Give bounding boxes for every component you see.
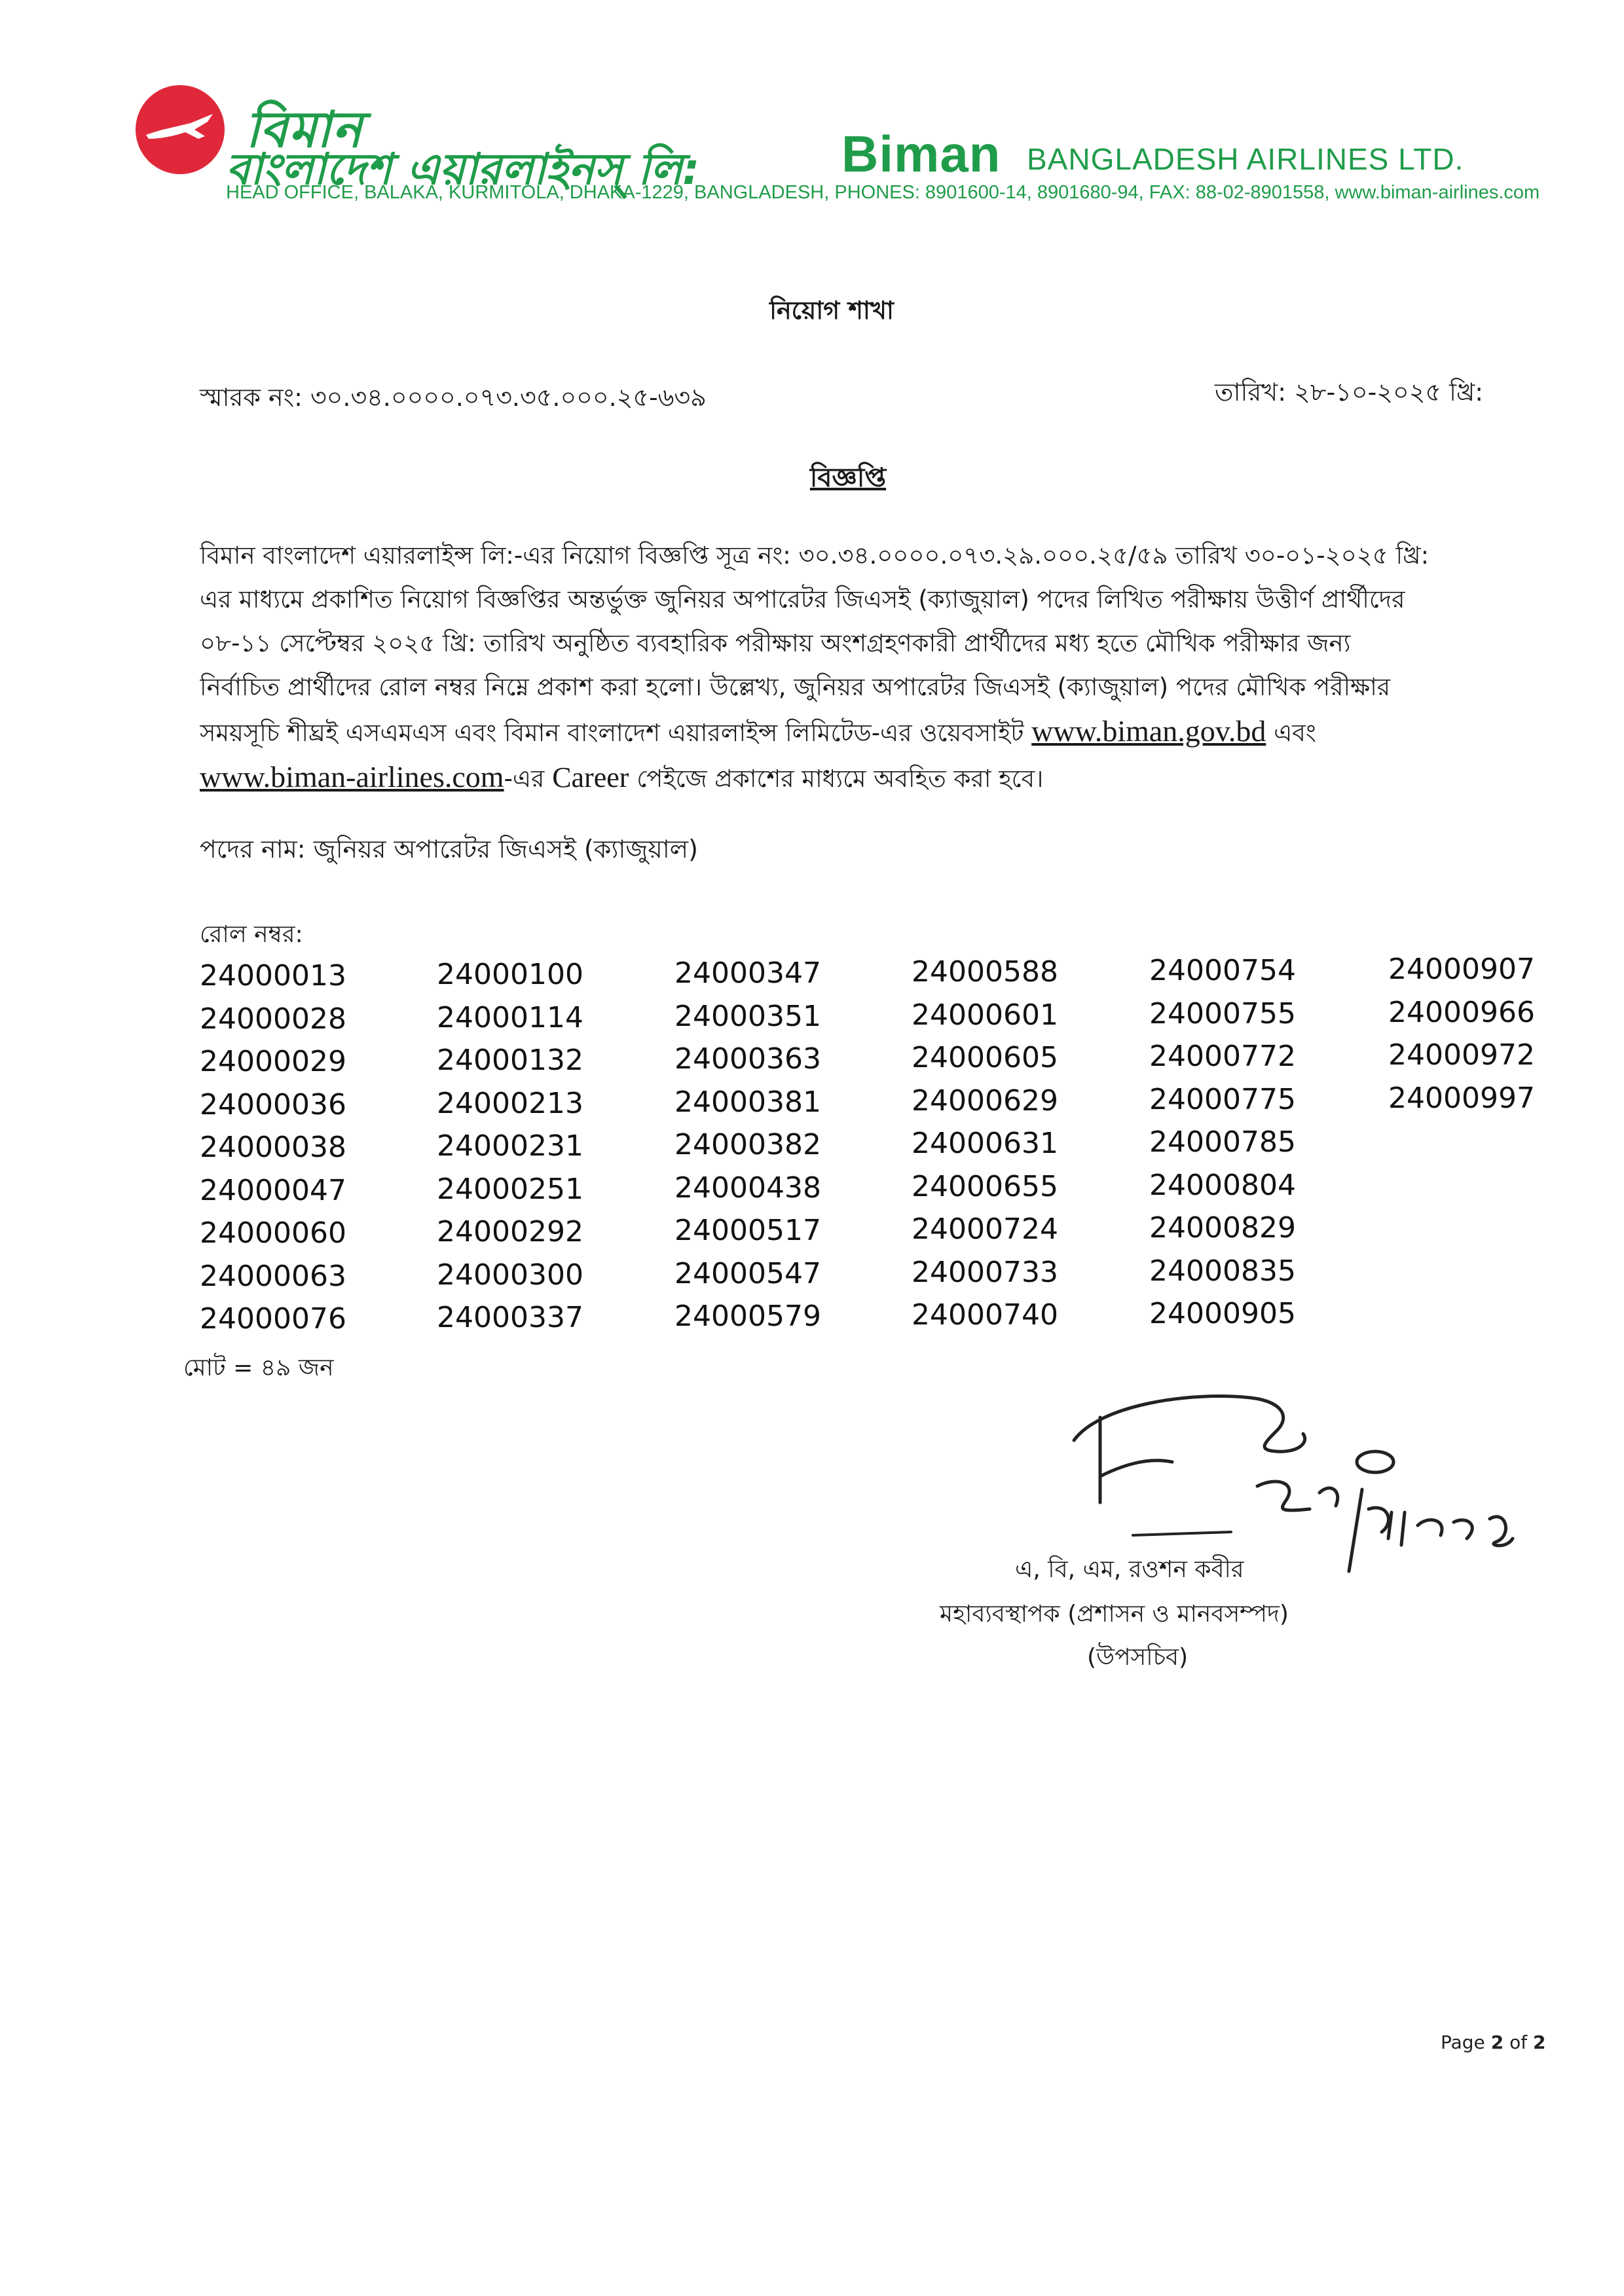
- roll-number: 24000835: [1149, 1254, 1296, 1288]
- roll-number: 24000829: [1149, 1211, 1296, 1245]
- roll-number: 24000629: [912, 1084, 1058, 1118]
- roll-number: 24000029: [200, 1045, 346, 1078]
- signatory-name: এ, বি, এম, রওশন কবীর: [1015, 1556, 1244, 1583]
- roll-number: 24000655: [912, 1169, 1058, 1203]
- roll-number: 24000100: [437, 958, 583, 991]
- roll-number: 24000733: [912, 1255, 1058, 1289]
- brand-name-english-sub: BANGLADESH AIRLINES LTD.: [1027, 142, 1464, 176]
- roll-column-6: [1388, 948, 1535, 1120]
- page-current: 2: [1490, 2032, 1504, 2053]
- brand-name-bengali-line2: বাংলাদেশ এয়ারলাইনস্ লি:: [226, 144, 700, 194]
- roll-number: 24000997: [1388, 1081, 1535, 1115]
- roll-number: 24000132: [437, 1044, 583, 1077]
- roll-number: 24000740: [912, 1298, 1058, 1332]
- body-line-4: নির্বাচিত প্রার্থীদের রোল নম্বর নিম্নে প্রকাশ করা হলো। উল্লেখ্য, জুনিয়র অপারেটর জিএসই (ক্যাজুয়াল) পদের মৌখিক পরীক্ষার: [200, 673, 1391, 701]
- roll-column-3: [674, 952, 821, 1338]
- notice-title: বিজ্ঞপ্তি: [809, 463, 887, 493]
- roll-number: 24000755: [1149, 996, 1296, 1030]
- head-office-address: HEAD OFFICE, BALAKA, KURMITOLA, DHAKA-1229, BANGLADESH, PHONES: 8901600-14, 8901680-94, FAX: 88-02-8901558, www.biman-airlines.com: [226, 182, 1540, 203]
- page-total: 2: [1533, 2032, 1546, 2053]
- roll-number: 24000588: [912, 955, 1058, 989]
- roll-column-5: [1149, 949, 1296, 1336]
- body-line-5-end: এবং: [1266, 719, 1316, 747]
- roll-number: 24000754: [1149, 954, 1296, 987]
- total-count: মোট = ৪৯ জন: [183, 1355, 334, 1381]
- biman-airlines-link[interactable]: www.biman-airlines.com: [200, 760, 504, 793]
- brand-name-english: Biman: [841, 125, 1001, 183]
- brand-name-bengali-line1: বিমান: [246, 100, 363, 158]
- roll-number: 24000251: [437, 1172, 583, 1206]
- roll-number: 24000363: [674, 1042, 821, 1076]
- body-line-6-mid: -এর: [504, 765, 553, 793]
- roll-number: 24000579: [674, 1300, 821, 1333]
- roll-number: 24000114: [437, 1000, 583, 1034]
- page-number: [1441, 2032, 1545, 2053]
- body-line-5-text: সময়সূচি শীঘ্রই এসএমএস এবং বিমান বাংলাদেশ এয়ারলাইন্স লিমিটেড-এর ওয়েবসাইট: [200, 719, 1032, 747]
- roll-number: 24000013: [200, 959, 346, 993]
- roll-number: 24000905: [1149, 1297, 1296, 1330]
- roll-number: 24000966: [1388, 995, 1535, 1029]
- post-name: পদের নাম: জুনিয়র অপারেটর জিএসই (ক্যাজুয়াল): [200, 835, 698, 864]
- roll-number: 24000213: [437, 1086, 583, 1120]
- body-line-6-end: পেইজে প্রকাশের মাধ্যমে অবহিত করা হবে।: [629, 765, 1044, 793]
- section-title: নিয়োগ শাখা: [769, 296, 894, 325]
- body-line-1: বিমান বাংলাদেশ এয়ারলাইন্স লি:-এর নিয়োগ বিজ্ঞপ্তি সূত্র নং: ৩০.৩৪.০০০০.০৭৩.২৯.০০০.২৫/৫৯ তারিখ ৩০-০১-২০২৫ খ্রি:: [200, 541, 1430, 570]
- roll-number: 24000347: [674, 957, 821, 990]
- career-word: Career: [552, 761, 629, 793]
- roll-number: 24000772: [1149, 1040, 1296, 1073]
- body-line-3: ০৮-১১ সেপ্টেম্বর ২০২৫ খ্রি: তারিখ অনুষ্ঠিত ব্যবহারিক পরীক্ষায় অংশগ্রহণকারী প্রার্থীদের মধ্য হতে মৌখিক পরীক্ষার জন্য: [200, 629, 1351, 657]
- body-line-5: [200, 709, 1536, 755]
- biman-gov-link[interactable]: www.biman.gov.bd: [1031, 714, 1266, 748]
- roll-number: 24000517: [674, 1214, 821, 1247]
- roll-number: 24000804: [1149, 1168, 1296, 1202]
- page-label: Page: [1441, 2032, 1485, 2053]
- memo-number: স্মারক নং: ৩০.৩৪.০০০০.০৭৩.৩৫.০০০.২৫-৬৩৯: [200, 383, 707, 412]
- roll-number: 24000381: [674, 1085, 821, 1119]
- roll-number: 24000601: [912, 998, 1058, 1032]
- signatory-rank: (উপসচিব): [1087, 1644, 1189, 1671]
- roll-number: 24000300: [437, 1258, 583, 1292]
- body-line-2: এর মাধ্যমে প্রকাশিত নিয়োগ বিজ্ঞপ্তির অন্তর্ভুক্ত জুনিয়র অপারেটর জিএসই (ক্যাজুয়াল) পদের লিখিত পরীক্ষায় উত্তীর্ণ প্রার্থীদের: [200, 585, 1405, 613]
- notice-body: [200, 534, 1536, 801]
- roll-number-grid: [200, 955, 1562, 1393]
- roll-number: 24000438: [674, 1171, 821, 1205]
- roll-number: 24000038: [200, 1131, 346, 1164]
- roll-number: 24000231: [437, 1129, 583, 1163]
- roll-column-1: [200, 955, 346, 1341]
- roll-number: 24000382: [674, 1128, 821, 1161]
- roll-number: 24000028: [200, 1002, 346, 1036]
- roll-column-4: [912, 951, 1058, 1337]
- notice-date: তারিখ: ২৮-১০-২০২৫ খ্রি:: [1215, 378, 1484, 407]
- body-line-6: [200, 755, 1536, 801]
- roll-number-label: রোল নম্বর:: [200, 921, 303, 948]
- roll-number: 24000907: [1388, 953, 1535, 986]
- roll-number: 24000036: [200, 1087, 346, 1121]
- page-of: of: [1509, 2032, 1528, 2053]
- roll-number: 24000060: [200, 1216, 346, 1250]
- roll-number: 24000785: [1149, 1125, 1296, 1159]
- roll-number: 24000724: [912, 1212, 1058, 1246]
- roll-number: 24000547: [674, 1256, 821, 1290]
- roll-number: 24000775: [1149, 1082, 1296, 1116]
- roll-number: 24000351: [674, 999, 821, 1033]
- roll-number: 24000605: [912, 1041, 1058, 1074]
- roll-number: 24000076: [200, 1302, 346, 1336]
- roll-number: 24000292: [437, 1215, 583, 1248]
- roll-column-2: [437, 953, 583, 1339]
- biman-logo-icon: [134, 84, 226, 175]
- signatory-designation: মহাব্যবস্থাপক (প্রশাসন ও মানবসম্পদ): [940, 1601, 1289, 1628]
- roll-number: 24000047: [200, 1173, 346, 1207]
- roll-number: 24000972: [1388, 1038, 1535, 1072]
- roll-number: 24000631: [912, 1127, 1058, 1160]
- roll-number: 24000063: [200, 1259, 346, 1293]
- roll-number: 24000337: [437, 1301, 583, 1334]
